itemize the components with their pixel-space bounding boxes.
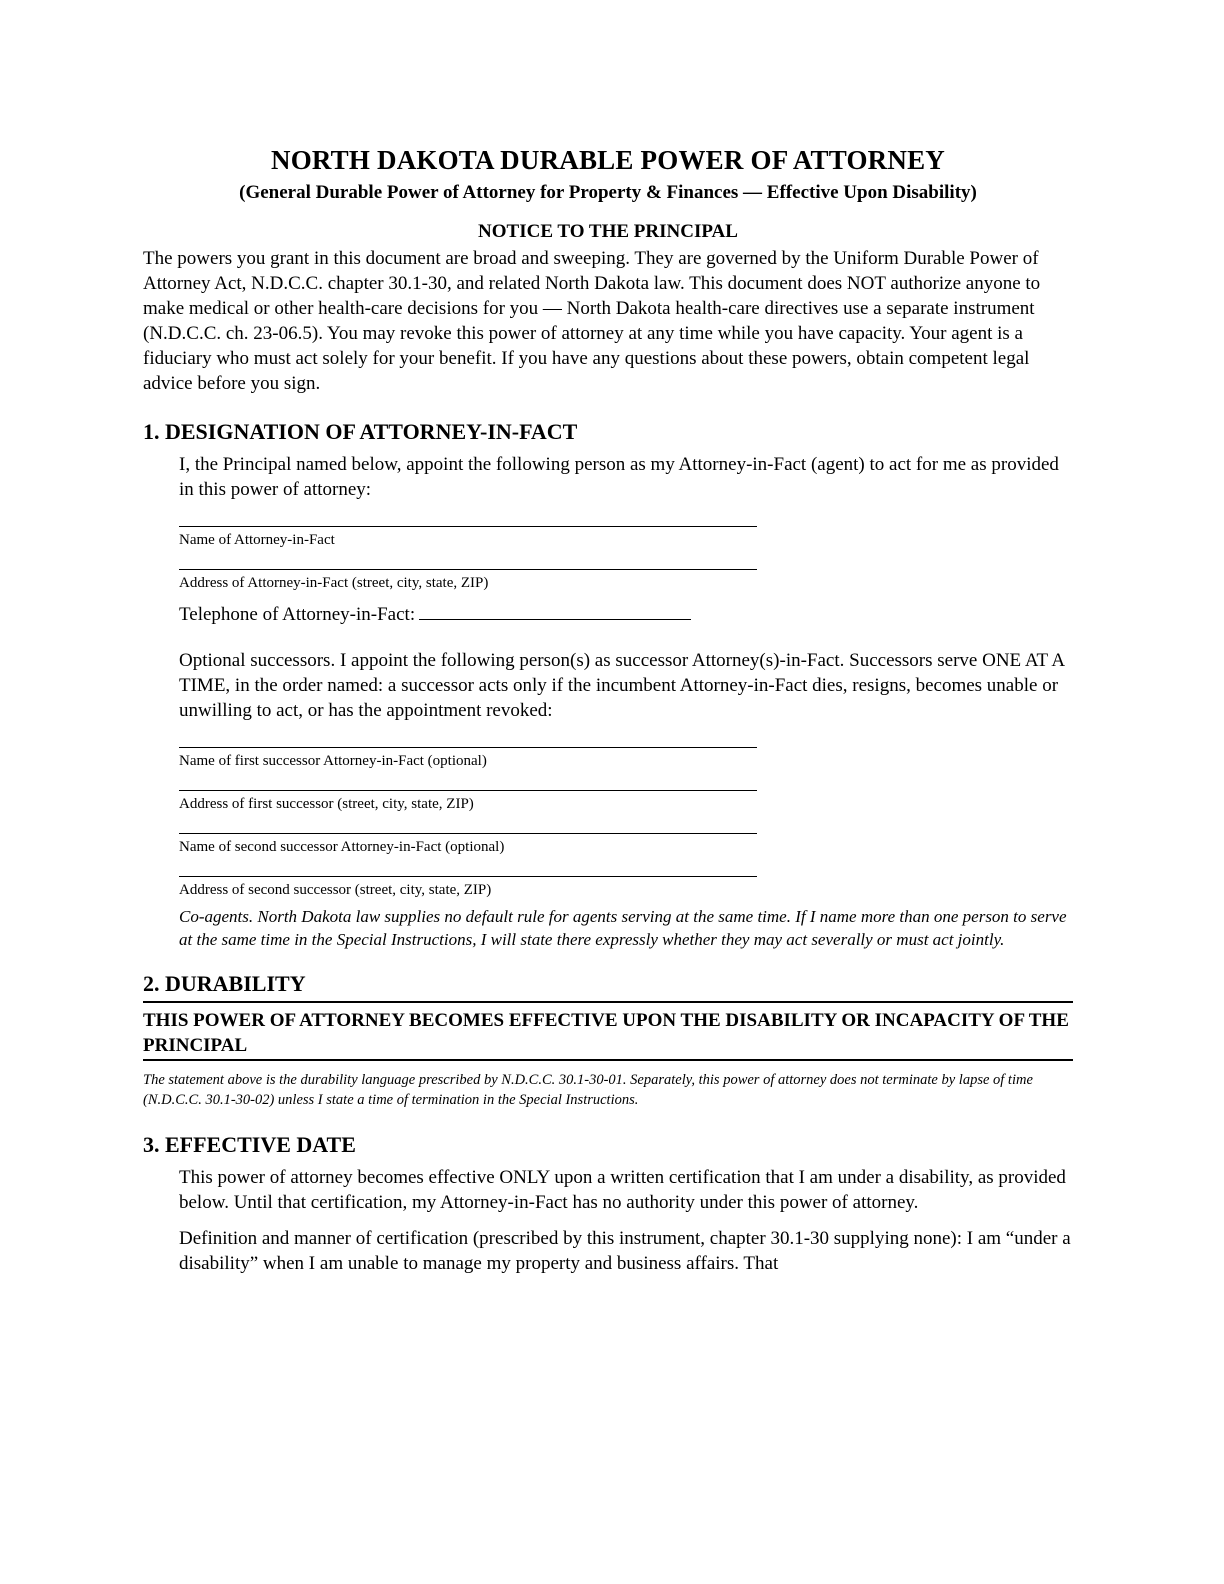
- section-3-heading: 3. EFFECTIVE DATE: [143, 1132, 356, 1157]
- successors-text: Optional successors. I appoint the following person(s) as successor Attorney(s)-in-Fact. Successors serve ONE AT A TIME, in the order named: a successor acts only if the incumbent Attorney-in-Fact dies, resigns, becomes unable or unwilling to act, or has the appointment revoked:: [179, 650, 1065, 721]
- durability-bottom-rule: [143, 1059, 1073, 1061]
- coagents-text: Co-agents. North Dakota law supplies no default rule for agents serving at the same time. If I name more than one person to serve at the same time in the Special Instructions, I will state there expressly whether they may act severally or must act jointly.: [179, 907, 1067, 949]
- notice-text: The powers you grant in this document are broad and sweeping. They are governed by the Uniform Durable Power of Attorney Act, N.D.C.C. chapter 30.1-30, and related North Dakota law. This document does NOT authorize anyone to make medical or other health-care decisions for you — North Dakota health-care directives use a separate instrument (N.D.C.C. ch. 23-06.5). You may revoke this power of attorney at any time while you have capacity. Your agent is a fiduciary who must act solely for your benefit. If you have any questions about these powers, obtain competent legal advice before you sign.: [143, 248, 1041, 394]
- attorney-telephone-row: [179, 600, 1073, 627]
- attorney-telephone-label: Telephone of Attorney-in-Fact:: [179, 604, 416, 625]
- notice-heading: NOTICE TO THE PRINCIPAL: [478, 221, 738, 242]
- attorney-address-caption: Address of Attorney-in-Fact (street, city, state, ZIP): [179, 575, 489, 591]
- second-successor-name-line[interactable]: [179, 833, 757, 834]
- second-successor-name-caption: Name of second successor Attorney-in-Fact (optional): [179, 839, 505, 855]
- first-successor-name-line[interactable]: [179, 747, 757, 748]
- section-1-heading: 1. DESIGNATION OF ATTORNEY-IN-FACT: [143, 419, 578, 444]
- document-page: [143, 143, 1073, 1276]
- effective-date-para-1: This power of attorney becomes effective ONLY upon a written certification that I am under a disability, as provided below. Until that certification, my Attorney-in-Fact has no authority under this power of attorney.: [179, 1167, 1066, 1213]
- section-3-body: [179, 1165, 1073, 1276]
- attorney-name-line[interactable]: [179, 526, 757, 527]
- section-1-intro: I, the Principal named below, appoint the following person as my Attorney-in-Fact (agent) to act for me as provided in this power of attorney:: [179, 454, 1059, 500]
- durability-statement: THIS POWER OF ATTORNEY BECOMES EFFECTIVE UPON THE DISABILITY OR INCAPACITY OF THE PRINCIPAL: [143, 1010, 1069, 1056]
- section-1-body: [179, 452, 1073, 951]
- durability-note: The statement above is the durability language prescribed by N.D.C.C. 30.1-30-01. Separately, this power of attorney does not terminate by lapse of time (N.D.C.C. 30.1-30-02) unless I state a time of termination in the Special Instructions.: [143, 1072, 1033, 1108]
- effective-date-para-2: Definition and manner of certification (prescribed by this instrument, chapter 30.1-30 supplying none): I am “under a disability” when I am unable to manage my property and business affairs. That: [179, 1228, 1071, 1274]
- second-successor-address-line[interactable]: [179, 876, 757, 877]
- first-successor-address-caption: Address of first successor (street, city, state, ZIP): [179, 796, 474, 812]
- first-successor-address-line[interactable]: [179, 790, 757, 791]
- document-title: NORTH DAKOTA DURABLE POWER OF ATTORNEY: [271, 145, 945, 175]
- second-successor-address-caption: Address of second successor (street, city, state, ZIP): [179, 882, 492, 898]
- document-subtitle: (General Durable Power of Attorney for Property & Finances — Effective Upon Disability): [239, 182, 977, 203]
- attorney-name-caption: Name of Attorney-in-Fact: [179, 532, 335, 548]
- attorney-address-line[interactable]: [179, 569, 757, 570]
- attorney-telephone-field[interactable]: [419, 600, 691, 620]
- first-successor-name-caption: Name of first successor Attorney-in-Fact (optional): [179, 753, 487, 769]
- section-2-heading: 2. DURABILITY: [143, 971, 306, 996]
